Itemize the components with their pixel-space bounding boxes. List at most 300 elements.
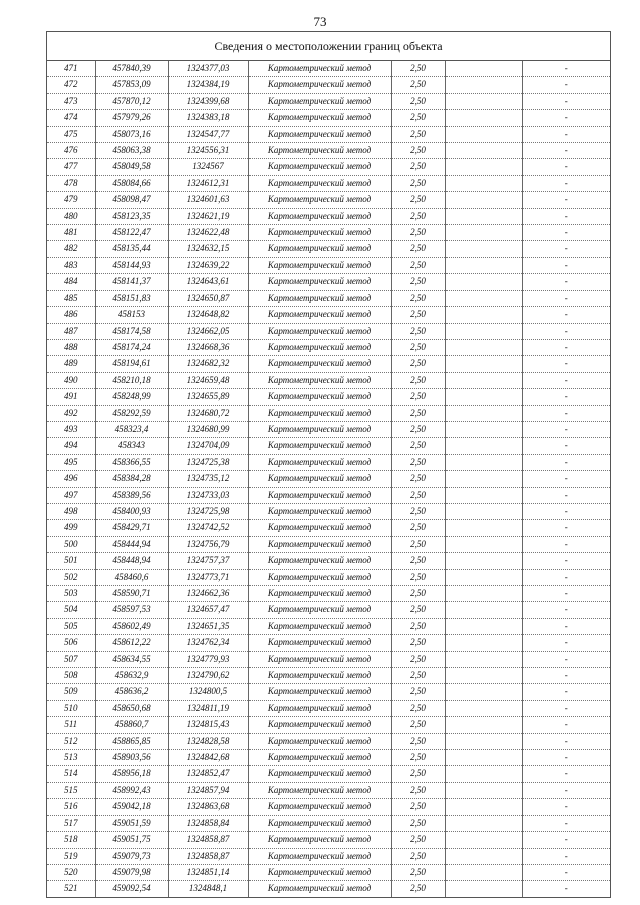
empty-cell [445,290,522,306]
table-row [47,520,610,536]
x-coordinate-cell: 459079,73 [95,848,168,864]
accuracy-cell: 2,50 [391,782,445,798]
y-coordinate-cell: 1324858,87 [168,832,248,848]
description-cell: - [522,471,610,487]
empty-cell [445,307,522,323]
y-coordinate-cell: 1324662,05 [168,323,248,339]
table-row [47,241,610,257]
table-row [47,438,610,454]
accuracy-cell: 2,50 [391,471,445,487]
table-row [47,881,610,897]
y-coordinate-cell: 1324811,19 [168,700,248,716]
y-coordinate-cell: 1324399,68 [168,93,248,109]
point-number-cell: 516 [47,799,95,815]
table-row [47,733,610,749]
y-coordinate-cell: 1324757,37 [168,553,248,569]
accuracy-cell: 2,50 [391,717,445,733]
empty-cell [445,372,522,388]
method-cell: Картометрический метод [248,438,391,454]
empty-cell [445,438,522,454]
empty-cell [445,241,522,257]
y-coordinate-cell: 1324762,34 [168,635,248,651]
y-coordinate-cell: 1324733,03 [168,487,248,503]
accuracy-cell: 2,50 [391,159,445,175]
accuracy-cell: 2,50 [391,372,445,388]
x-coordinate-cell: 458860,7 [95,717,168,733]
x-coordinate-cell: 458650,68 [95,700,168,716]
x-coordinate-cell: 458865,85 [95,733,168,749]
accuracy-cell: 2,50 [391,339,445,355]
description-cell: - [522,487,610,503]
method-cell: Картометрический метод [248,405,391,421]
method-cell: Картометрический метод [248,421,391,437]
x-coordinate-cell: 458448,94 [95,553,168,569]
description-cell: - [522,651,610,667]
x-coordinate-cell: 459042,18 [95,799,168,815]
point-number-cell: 514 [47,766,95,782]
accuracy-cell: 2,50 [391,126,445,142]
description-cell: - [522,208,610,224]
x-coordinate-cell: 458366,55 [95,454,168,470]
method-cell: Картометрический метод [248,700,391,716]
table-row [47,356,610,372]
accuracy-cell: 2,50 [391,241,445,257]
y-coordinate-cell: 1324848,1 [168,881,248,897]
x-coordinate-cell: 458153 [95,307,168,323]
accuracy-cell: 2,50 [391,750,445,766]
y-coordinate-cell: 1324377,03 [168,61,248,77]
empty-cell [445,520,522,536]
accuracy-cell: 2,50 [391,799,445,815]
description-cell: - [522,93,610,109]
y-coordinate-cell: 1324742,52 [168,520,248,536]
accuracy-cell: 2,50 [391,553,445,569]
table-row [47,323,610,339]
method-cell: Картометрический метод [248,848,391,864]
accuracy-cell: 2,50 [391,832,445,848]
x-coordinate-cell: 458343 [95,438,168,454]
y-coordinate-cell: 1324851,14 [168,864,248,880]
accuracy-cell: 2,50 [391,274,445,290]
description-cell: - [522,241,610,257]
method-cell: Картометрический метод [248,126,391,142]
empty-cell [445,339,522,355]
table-row [47,61,610,77]
boundary-points-table [47,61,610,897]
empty-cell [445,848,522,864]
accuracy-cell: 2,50 [391,389,445,405]
description-cell: - [522,668,610,684]
y-coordinate-cell: 1324680,72 [168,405,248,421]
empty-cell [445,208,522,224]
table-row [47,208,610,224]
table-row [47,569,610,585]
description-cell: - [522,750,610,766]
page-number: 73 [313,14,327,29]
y-coordinate-cell: 1324756,79 [168,536,248,552]
description-cell: - [522,618,610,634]
description-cell: - [522,274,610,290]
table-row [47,405,610,421]
method-cell: Картометрический метод [248,290,391,306]
accuracy-cell: 2,50 [391,405,445,421]
empty-cell [445,110,522,126]
y-coordinate-cell: 1324842,68 [168,750,248,766]
accuracy-cell: 2,50 [391,175,445,191]
method-cell: Картометрический метод [248,782,391,798]
empty-cell [445,586,522,602]
description-cell: - [522,782,610,798]
table-row [47,684,610,700]
empty-cell [445,61,522,77]
empty-cell [445,536,522,552]
point-number-cell: 494 [47,438,95,454]
y-coordinate-cell: 1324384,19 [168,77,248,93]
boundary-table-frame [46,31,611,898]
point-number-cell: 474 [47,110,95,126]
x-coordinate-cell: 458098,47 [95,192,168,208]
x-coordinate-cell: 458323,4 [95,421,168,437]
point-number-cell: 498 [47,503,95,519]
y-coordinate-cell: 1324659,48 [168,372,248,388]
accuracy-cell: 2,50 [391,815,445,831]
method-cell: Картометрический метод [248,389,391,405]
method-cell: Картометрический метод [248,143,391,159]
empty-cell [445,175,522,191]
point-number-cell: 471 [47,61,95,77]
description-cell: - [522,225,610,241]
point-number-cell: 504 [47,602,95,618]
empty-cell [445,356,522,372]
x-coordinate-cell: 459079,98 [95,864,168,880]
table-row [47,651,610,667]
point-number-cell: 487 [47,323,95,339]
description-cell: - [522,175,610,191]
method-cell: Картометрический метод [248,684,391,700]
point-number-cell: 512 [47,733,95,749]
point-number-cell: 511 [47,717,95,733]
accuracy-cell: 2,50 [391,766,445,782]
point-number-cell: 480 [47,208,95,224]
point-number-cell: 478 [47,175,95,191]
accuracy-cell: 2,50 [391,848,445,864]
description-cell: - [522,569,610,585]
y-coordinate-cell: 1324852,47 [168,766,248,782]
empty-cell [445,799,522,815]
method-cell: Картометрический метод [248,520,391,536]
x-coordinate-cell: 458174,24 [95,339,168,355]
method-cell: Картометрический метод [248,192,391,208]
y-coordinate-cell: 1324779,93 [168,651,248,667]
empty-cell [445,471,522,487]
empty-cell [445,93,522,109]
point-number-cell: 513 [47,750,95,766]
empty-cell [445,487,522,503]
x-coordinate-cell: 458210,18 [95,372,168,388]
x-coordinate-cell: 458174,58 [95,323,168,339]
accuracy-cell: 2,50 [391,864,445,880]
description-cell: - [522,323,610,339]
x-coordinate-cell: 457979,26 [95,110,168,126]
y-coordinate-cell: 1324725,98 [168,503,248,519]
y-coordinate-cell: 1324567 [168,159,248,175]
x-coordinate-cell: 459092,54 [95,881,168,897]
x-coordinate-cell: 458636,2 [95,684,168,700]
x-coordinate-cell: 458194,61 [95,356,168,372]
empty-cell [445,651,522,667]
description-cell: - [522,159,610,175]
point-number-cell: 506 [47,635,95,651]
x-coordinate-cell: 458602,49 [95,618,168,634]
method-cell: Картометрический метод [248,717,391,733]
point-number-cell: 503 [47,586,95,602]
point-number-cell: 495 [47,454,95,470]
accuracy-cell: 2,50 [391,225,445,241]
point-number-cell: 501 [47,553,95,569]
y-coordinate-cell: 1324655,89 [168,389,248,405]
point-number-cell: 491 [47,389,95,405]
point-number-cell: 509 [47,684,95,700]
x-coordinate-cell: 458049,58 [95,159,168,175]
x-coordinate-cell: 458590,71 [95,586,168,602]
table-row [47,815,610,831]
point-number-cell: 496 [47,471,95,487]
point-number-cell: 493 [47,421,95,437]
method-cell: Картометрический метод [248,799,391,815]
table-row [47,93,610,109]
method-cell: Картометрический метод [248,159,391,175]
table-row [47,832,610,848]
y-coordinate-cell: 1324612,31 [168,175,248,191]
point-number-cell: 482 [47,241,95,257]
accuracy-cell: 2,50 [391,635,445,651]
accuracy-cell: 2,50 [391,684,445,700]
description-cell: - [522,339,610,355]
point-number-cell: 483 [47,257,95,273]
description-cell: - [522,356,610,372]
description-cell: - [522,126,610,142]
point-number-cell: 507 [47,651,95,667]
empty-cell [445,192,522,208]
method-cell: Картометрический метод [248,832,391,848]
table-row [47,618,610,634]
description-cell: - [522,815,610,831]
x-coordinate-cell: 458151,83 [95,290,168,306]
empty-cell [445,733,522,749]
table-row [47,553,610,569]
table-row [47,536,610,552]
point-number-cell: 490 [47,372,95,388]
y-coordinate-cell: 1324383,18 [168,110,248,126]
point-number-cell: 492 [47,405,95,421]
description-cell: - [522,684,610,700]
description-cell: - [522,372,610,388]
empty-cell [445,503,522,519]
x-coordinate-cell: 458384,28 [95,471,168,487]
table-row [47,471,610,487]
description-cell: - [522,832,610,848]
accuracy-cell: 2,50 [391,503,445,519]
method-cell: Картометрический метод [248,569,391,585]
accuracy-cell: 2,50 [391,569,445,585]
table-row [47,257,610,273]
table-row [47,339,610,355]
empty-cell [445,454,522,470]
description-cell: - [522,602,610,618]
y-coordinate-cell: 1324662,36 [168,586,248,602]
empty-cell [445,700,522,716]
x-coordinate-cell: 458400,93 [95,503,168,519]
table-row [47,192,610,208]
method-cell: Картометрический метод [248,733,391,749]
empty-cell [445,815,522,831]
accuracy-cell: 2,50 [391,733,445,749]
method-cell: Картометрический метод [248,471,391,487]
empty-cell [445,143,522,159]
method-cell: Картометрический метод [248,766,391,782]
point-number-cell: 502 [47,569,95,585]
method-cell: Картометрический метод [248,586,391,602]
method-cell: Картометрический метод [248,323,391,339]
table-row [47,668,610,684]
accuracy-cell: 2,50 [391,110,445,126]
x-coordinate-cell: 458084,66 [95,175,168,191]
y-coordinate-cell: 1324680,99 [168,421,248,437]
point-number-cell: 475 [47,126,95,142]
table-row [47,274,610,290]
empty-cell [445,323,522,339]
empty-cell [445,126,522,142]
accuracy-cell: 2,50 [391,208,445,224]
empty-cell [445,553,522,569]
accuracy-cell: 2,50 [391,257,445,273]
description-cell: - [522,257,610,273]
table-row [47,175,610,191]
description-cell: - [522,799,610,815]
table-row [47,389,610,405]
x-coordinate-cell: 458460,6 [95,569,168,585]
accuracy-cell: 2,50 [391,93,445,109]
table-row [47,782,610,798]
point-number-cell: 476 [47,143,95,159]
accuracy-cell: 2,50 [391,700,445,716]
empty-cell [445,766,522,782]
y-coordinate-cell: 1324632,15 [168,241,248,257]
y-coordinate-cell: 1324668,36 [168,339,248,355]
empty-cell [445,159,522,175]
method-cell: Картометрический метод [248,536,391,552]
method-cell: Картометрический метод [248,750,391,766]
accuracy-cell: 2,50 [391,881,445,897]
description-cell: - [522,503,610,519]
method-cell: Картометрический метод [248,503,391,519]
description-cell: - [522,61,610,77]
y-coordinate-cell: 1324639,22 [168,257,248,273]
table-row [47,159,610,175]
table-row [47,225,610,241]
method-cell: Картометрический метод [248,274,391,290]
accuracy-cell: 2,50 [391,356,445,372]
point-number-cell: 517 [47,815,95,831]
method-cell: Картометрический метод [248,339,391,355]
y-coordinate-cell: 1324547,77 [168,126,248,142]
x-coordinate-cell: 459051,75 [95,832,168,848]
method-cell: Картометрический метод [248,208,391,224]
table-row [47,503,610,519]
description-cell: - [564,883,568,894]
y-coordinate-cell: 1324858,87 [168,848,248,864]
empty-cell [445,389,522,405]
table-row [47,799,610,815]
table-caption: Сведения о местоположении границ объекта [47,32,610,61]
point-number-cell: 472 [47,77,95,93]
table-row [47,848,610,864]
x-coordinate-cell: 458073,16 [95,126,168,142]
point-number-cell: 485 [47,290,95,306]
accuracy-cell: 2,50 [391,323,445,339]
y-coordinate-cell: 1324800,5 [168,684,248,700]
table-row [47,700,610,716]
empty-cell [445,274,522,290]
table-row [47,602,610,618]
table-row [47,750,610,766]
method-cell: Картометрический метод [248,668,391,684]
x-coordinate-cell: 458956,18 [95,766,168,782]
method-cell: Картометрический метод [248,635,391,651]
point-number-cell: 489 [47,356,95,372]
accuracy-cell: 2,50 [391,536,445,552]
accuracy-cell: 2,50 [391,421,445,437]
accuracy-cell: 2,50 [391,143,445,159]
empty-cell [445,832,522,848]
point-number-cell: 515 [47,782,95,798]
empty-cell [445,635,522,651]
method-cell: Картометрический метод [248,487,391,503]
x-coordinate-cell: 458123,35 [95,208,168,224]
point-number-cell: 520 [47,864,95,880]
x-coordinate-cell: 458992,43 [95,782,168,798]
x-coordinate-cell: 458429,71 [95,520,168,536]
point-number-cell: 473 [47,93,95,109]
x-coordinate-cell: 458634,55 [95,651,168,667]
accuracy-cell: 2,50 [391,438,445,454]
empty-cell [445,405,522,421]
point-number-cell: 481 [47,225,95,241]
x-coordinate-cell: 458135,44 [95,241,168,257]
x-coordinate-cell: 458122,47 [95,225,168,241]
y-coordinate-cell: 1324650,87 [168,290,248,306]
y-coordinate-cell: 1324643,61 [168,274,248,290]
description-cell: - [522,864,610,880]
x-coordinate-cell: 459051,59 [95,815,168,831]
description-cell: - [522,553,610,569]
description-cell: - [522,766,610,782]
empty-cell [445,257,522,273]
empty-cell [445,684,522,700]
accuracy-cell: 2,50 [391,454,445,470]
description-cell: - [522,586,610,602]
method-cell: Картометрический метод [248,881,391,897]
table-row [47,143,610,159]
table-row [47,717,610,733]
x-coordinate-cell: 458292,59 [95,405,168,421]
x-coordinate-cell: 458063,38 [95,143,168,159]
method-cell: Картометрический метод [248,77,391,93]
point-number-cell: 479 [47,192,95,208]
empty-cell [445,225,522,241]
y-coordinate-cell: 1324601,63 [168,192,248,208]
description-cell: - [522,405,610,421]
